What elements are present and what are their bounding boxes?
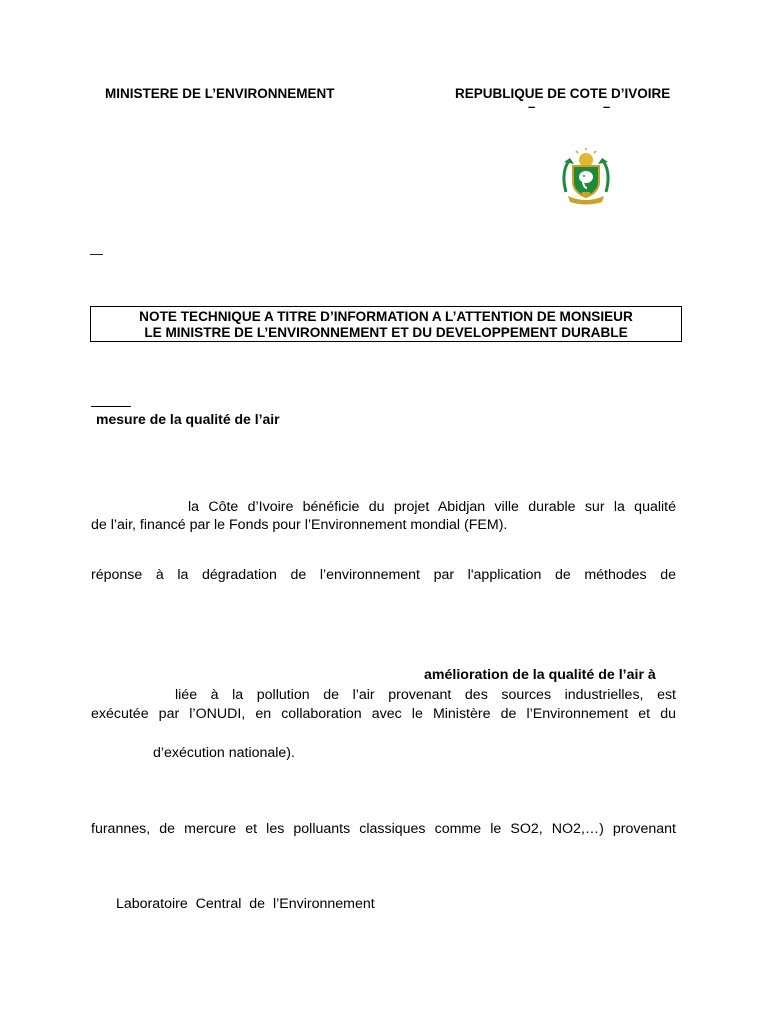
header-dash-left: – <box>528 99 536 114</box>
note-title-line2: LE MINISTRE DE L’ENVIRONNEMENT ET DU DEVELOPPEMENT DURABLE <box>144 325 628 340</box>
note-title-line1: NOTE TECHNIQUE A TITRE D’INFORMATION A L’ATTENTION DE MONSIEUR <box>139 309 633 324</box>
stray-dash: — <box>90 246 103 261</box>
paragraph-2-line-1: réponse à la dégradation de l’environnement par l'application de méthodes de <box>91 567 676 583</box>
paragraph-4-line-1: furannes, de mercure et les polluants classiques comme le SO2, NO2,…) provenant <box>91 821 676 837</box>
paragraph-3-heading: amélioration de la qualité de l’air à <box>424 667 656 683</box>
paragraph-3-line-2: exécutée par l’ONUDI, en collaboration avec le Ministère de l’Environnement et du <box>91 706 676 722</box>
paragraph-1-line-1: la Côte d’Ivoire bénéficie du projet Abidjan ville durable sur la qualité <box>188 499 676 515</box>
subject-underline <box>91 406 131 407</box>
paragraph-3-line-3: d’exécution nationale). <box>153 745 295 761</box>
republic-name: REPUBLIQUE DE COTE D’IVOIRE <box>455 86 671 101</box>
paragraph-5-line-1: Laboratoire Central de l’Environnement <box>116 896 375 912</box>
header-dash-right: – <box>603 99 611 114</box>
subject-text: mesure de la qualité de l’air <box>96 411 280 427</box>
coat-of-arms-icon <box>556 148 616 206</box>
ministry-name: MINISTERE DE L’ENVIRONNEMENT <box>105 86 335 101</box>
paragraph-1-line-2: de l’air, financé par le Fonds pour l’Environnement mondial (FEM). <box>91 517 508 533</box>
paragraph-3-line-1: liée à la pollution de l’air provenant des sources industrielles, est <box>175 687 676 703</box>
note-title-box <box>90 306 682 342</box>
